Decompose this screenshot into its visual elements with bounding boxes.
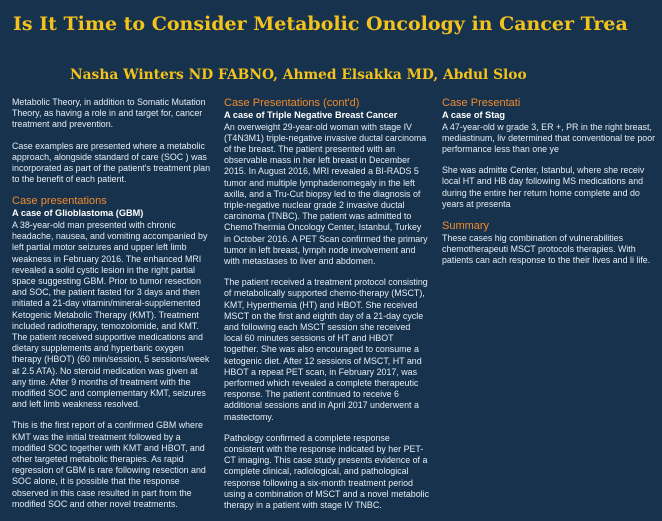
tnbc-paragraph-3: Pathology confirmed a complete response consistent with the response indicated by her PET-CT imaging. This case study presents evidence of a complete clinical, radiological, and pathological response following a six-month treatment period using a combination of MSCT and a novel metabolic therapy in a patient with stage IV TNBC.	[224, 432, 430, 510]
section-heading-summary: Summary	[442, 219, 490, 232]
section-heading-case-presentations-right: Case Presentati	[442, 97, 521, 109]
case-title-tnbc: A case of Triple Negative Breast Cancer	[224, 110, 398, 120]
tnbc-paragraph-2: The patient received a treatment protocol consisting of metabolically supported chemo-therapy (MSCT), KMT, Hyperthemia (HT) and HBOT. She received MSCT on the first and eighth day of a 21-day cycle and following each MSCT session she received local 60 minutes sessions of HT and HBOT together. She was also encouraged to consume a ketogenic diet. After 12 sessions of MSCT, HT and HBOT a repeat PET scan, in February 2017, was performed which revealed a complete therapeutic response. The patient continued to receive 6 additional sessions and in April 2017 underwent a mastectomy.	[224, 277, 428, 422]
intro-paragraph-1: Metabolic Theory, in addition to Somatic Mutation Theory, as having a role in and target for, cancer treatment and prevention.	[12, 97, 206, 130]
section-heading-case-presentations: Case presentations	[12, 195, 107, 208]
column-middle	[224, 97, 430, 521]
poster-authors: Nasha Winters ND FABNO, Ahmed Elsakka MD, Abdul Sloo	[70, 67, 527, 83]
case-title-stage: A case of Stag	[442, 110, 505, 120]
section-heading-case-presentations-cont: Case Presentations (cont'd)	[224, 97, 360, 109]
case-title-glioblastoma: A case of Glioblastoma (GBM)	[12, 208, 144, 219]
tnbc-paragraph-1: An overweight 29-year-old woman with stage IV (T4N3M1) triple-negative invasive ductal carcinoma of the breast. The patient presented with an observable mass in her left breast in December 2015. In August 2016, MRI revealed a BI-RADS 5 tumor and multiple lymphadenomegaly in the left axilla, and a Tru-Cut biopsy led to the diagnosis of triple-negative nuclear grade 2 invasive ductal carcinoma (TNBC). The patient was admitted to ChemoThermia Oncology Center, Istanbul, Turkey in October 2016. A PET Scan confirmed the primary tumor in left breast, lymph node involvement and with metastases to liver and abdomen.	[224, 121, 428, 266]
poster-title: Is It Time to Consider Metabolic Oncology in Cancer Trea	[13, 13, 628, 35]
gbm-paragraph-1: A 38-year-old man presented with chronic headache, nausea, and vomiting accompanied by left partial motor seizures and upper left limb weakness in February 2016. The enhanced MRI revealed a solid cystic lesion in the right partial space suggesting GBM. Prior to tumor resection and SOC, the patient fasted for 3 days and then initiated a 21-day vitamin/mineral-supplemented Ketogenic Metabolic Therapy (KMT). Treatment included radiotherapy, temozolomide, and KMT. The patient received supportive medications and dietary supplements and hyperbaric oxygen therapy (HBOT) (60 min/session, 5 sessions/week at 2.5 ATA). No steroid medication was given at any time. After 9 months of treatment with the modified SOC and complementary KMT, seizures and left limb weakness resolved.	[12, 219, 210, 410]
summary-paragraph: These cases hig combination of vulnerabilities chemotherapeuti MSCT protocols therapies. With patients can ach response to the their lives and li life.	[442, 232, 651, 266]
gbm-paragraph-2: This is the first report of a confirmed GBM where KMT was the initial treatment followed by a modified SOC together with KMT and HBOT, and other targeted metabolic therapies. As rapid regression of GBM is rare following resection and SOC alone, it is possible that the response observed in this case resulted in part from the modified SOC and other novel treatments.	[12, 420, 206, 509]
column-right	[442, 97, 662, 277]
stage-paragraph-2: She was admitte Center, Istanbul, where she receiv local HT and HB day following MS medications and during the entire her return home complete and do years at presenta	[442, 165, 645, 209]
intro-paragraph-2: Case examples are presented where a metabolic approach, alongside standard of care (SOC ) was incorporated as part of the patient's treatment plan to the benefit of each patient.	[12, 140, 211, 185]
stage-paragraph-1: A 47-year-old w grade 3, ER +, PR in the right breast, mediastinum, liv determined that conventional tre poor performance less than one ye	[442, 121, 656, 154]
column-left	[12, 97, 212, 520]
